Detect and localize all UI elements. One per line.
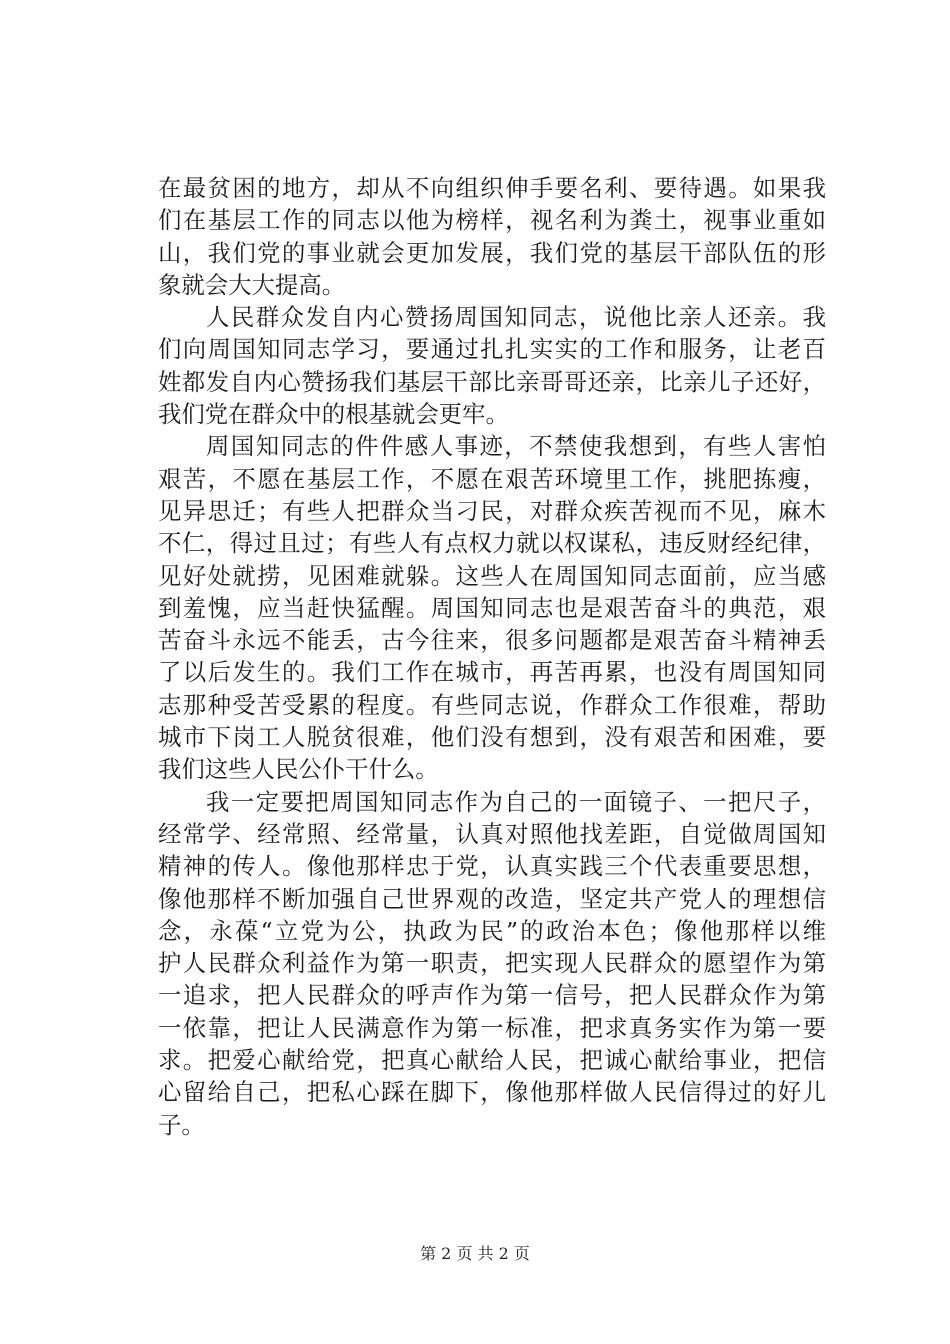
text-line: 在最贫困的地方，却从不向组织伸手要名利、要待遇。如果我 (158, 174, 826, 202)
text-line: 苦奋斗永远不能丢，古今往来，很多问题都是艰苦奋斗精神丢 (158, 626, 826, 655)
text-line: 经常学、经常照、经常量，认真对照他找差距，自觉做周国知 (158, 819, 826, 848)
text-line: 像他那样不断加强自己世界观的改造，坚定共产党人的理想信 (158, 884, 826, 913)
text-line: 象就会大大提高。 (158, 270, 346, 299)
text-line: 不仁，得过且过；有些人有点权力就以权谋私，违反财经纪律， (158, 529, 826, 558)
text-line: 了以后发生的。我们工作在城市，再苦再累，也没有周国知同 (158, 658, 826, 687)
page-number-footer: 第 2 页 共 2 页 (420, 1244, 530, 1263)
text-line: 们向周国知同志学习，要通过扎扎实实的工作和服务，让老百 (158, 335, 826, 364)
text-line: 念，永葆“立党为公，执政为民”的政治本色；像他那样以维 (158, 916, 826, 945)
body-text (158, 172, 826, 1141)
text-line: 们在基层工作的同志以他为榜样，视名利为粪土，视事业重如 (158, 206, 826, 235)
text-line: 城市下岗工人脱贫很难，他们没有想到，没有艰苦和困难，要 (158, 723, 826, 752)
text-line: 我一定要把周国知同志作为自己的一面镜子、一把尺子， (206, 787, 826, 816)
text-line: 一依靠，把让人民满意作为第一标准，把求真务实作为第一要 (158, 1013, 826, 1042)
text-line: 求。把爱心献给党，把真心献给人民，把诚心献给事业，把信 (158, 1046, 826, 1075)
text-line: 人民群众发自内心赞扬周国知同志，说他比亲人还亲。我 (206, 303, 826, 332)
text-line: 到羞愧，应当赶快猛醒。周国知同志也是艰苦奋斗的典范，艰 (158, 593, 826, 622)
text-line: 山，我们党的事业就会更加发展，我们党的基层干部队伍的形 (158, 238, 826, 267)
text-line: 志那种受苦受累的程度。有些同志说，作群众工作很难，帮助 (158, 690, 826, 719)
text-line: 我们这些人民公仆干什么。 (158, 755, 439, 784)
text-line: 见异思迁；有些人把群众当刁民，对群众疾苦视而不见，麻木 (158, 496, 826, 525)
text-line: 见好处就捞，见困难就躲。这些人在周国知同志面前，应当感 (158, 561, 826, 590)
text-line: 子。 (158, 1110, 205, 1139)
text-line: 周国知同志的件件感人事迹，不禁使我想到，有些人害怕 (206, 432, 826, 461)
text-line: 精神的传人。像他那样忠于党，认真实践三个代表重要思想， (158, 852, 826, 881)
text-line: 一追求，把人民群众的呼声作为第一信号，把人民群众作为第 (158, 981, 826, 1010)
text-line: 我们党在群众中的根基就会更牢。 (158, 400, 509, 429)
text-line: 艰苦，不愿在基层工作，不愿在艰苦环境里工作，挑肥拣瘦， (158, 464, 826, 493)
text-line: 姓都发自内心赞扬我们基层干部比亲哥哥还亲，比亲儿子还好， (158, 367, 826, 396)
text-line: 心留给自己，把私心踩在脚下，像他那样做人民信得过的好儿 (158, 1078, 826, 1107)
text-line: 护人民群众利益作为第一职责，把实现人民群众的愿望作为第 (158, 949, 826, 978)
